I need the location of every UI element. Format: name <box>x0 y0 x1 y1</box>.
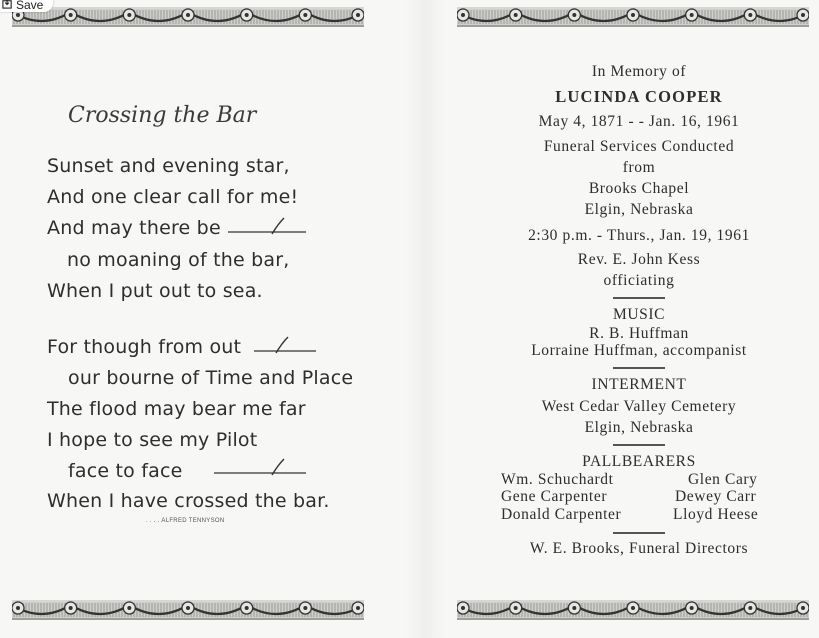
pallbearer-name: Glen Cary <box>688 471 758 488</box>
service-time: 2:30 p.m. - Thurs., Jan. 19, 1961 <box>528 227 750 244</box>
floral-border-top-right <box>457 4 809 30</box>
memorial-heading: In Memory of <box>591 63 687 80</box>
deceased-name: LUCINDA COOPER <box>555 87 723 106</box>
divider <box>613 532 665 534</box>
poem-line: The flood may bear me far <box>47 398 306 420</box>
pallbearer-name: Dewey Carr <box>675 488 757 505</box>
save-button-label: Save <box>16 0 44 12</box>
pallbearer-name: Wm. Schuchardt <box>501 471 614 488</box>
officiating-label: officiating <box>603 272 675 289</box>
divider <box>613 444 665 446</box>
floral-border-bottom-left <box>12 597 364 623</box>
poem-line: our bourne of Time and Place <box>68 367 354 389</box>
decorative-flourish <box>226 214 316 238</box>
officiant: Rev. E. John Kess <box>577 251 701 268</box>
poem-line: Sunset and evening star, <box>47 155 290 177</box>
services-line: Funeral Services Conducted <box>543 138 735 155</box>
poem-attribution: . . . . ALFRED TENNYSON <box>146 518 225 524</box>
floral-border-bottom-right <box>457 597 809 623</box>
poem-line: When I have crossed the bar. <box>47 490 330 512</box>
divider <box>613 367 665 369</box>
poem-line: And one clear call for me! <box>47 186 299 208</box>
poem-line: When I put out to sea. <box>47 280 263 302</box>
save-button[interactable] <box>0 0 53 12</box>
music-performer: R. B. Huffman <box>589 325 689 342</box>
interment-heading: INTERMENT <box>591 376 687 393</box>
poem-line: no moaning of the bar, <box>67 249 290 271</box>
save-icon <box>2 0 13 9</box>
cemetery-name: West Cedar Valley Cemetery <box>541 398 737 415</box>
poem-line: face to face <box>68 460 183 482</box>
floral-border-top-left <box>12 4 364 30</box>
life-dates: May 4, 1871 - - Jan. 16, 1961 <box>538 113 740 130</box>
chapel-name: Brooks Chapel <box>588 180 690 197</box>
poem-line: I hope to see my Pilot <box>47 429 258 451</box>
decorative-flourish <box>252 333 322 357</box>
decorative-flourish <box>212 455 312 479</box>
poem-title: Crossing the Bar <box>68 103 257 128</box>
music-accompanist: Lorraine Huffman, accompanist <box>531 342 747 359</box>
music-heading: MUSIC <box>612 306 666 323</box>
pallbearer-name: Lloyd Heese <box>673 506 759 523</box>
pallbearer-name: Donald Carpenter <box>501 506 622 523</box>
services-line: from <box>622 159 656 176</box>
funeral-directors: W. E. Brooks, Funeral Directors <box>529 540 749 557</box>
poem-line: And may there be <box>47 217 221 239</box>
poem-line: For though from out <box>47 336 242 358</box>
pallbearers-heading: PALLBEARERS <box>582 453 696 470</box>
divider <box>613 297 665 299</box>
service-location: Elgin, Nebraska <box>584 201 694 218</box>
interment-location: Elgin, Nebraska <box>584 419 694 436</box>
pallbearer-name: Gene Carpenter <box>501 488 608 505</box>
